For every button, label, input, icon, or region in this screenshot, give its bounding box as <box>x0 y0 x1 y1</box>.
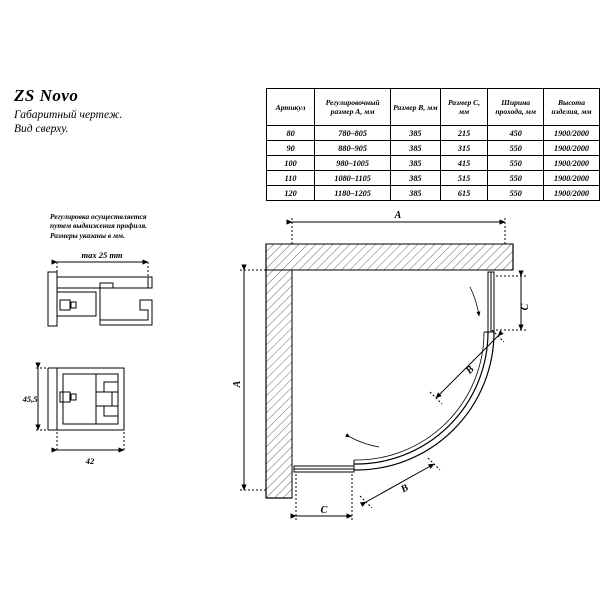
subtitle-line-1: Габаритный чертеж. <box>14 109 123 121</box>
cell-adjust: 780–805 <box>315 126 391 141</box>
dimension-42-label: 42 <box>85 456 95 466</box>
cell-c: 515 <box>440 171 488 186</box>
cell-c: 315 <box>440 141 488 156</box>
profile-note-line-1: Регулировка осуществляется <box>50 212 147 221</box>
col-header-size-c: Размер C, мм <box>440 89 488 126</box>
cell-c: 415 <box>440 156 488 171</box>
col-header-adjust-a: Регулировочный размер A, мм <box>315 89 391 126</box>
cell-adjust: 1180–1205 <box>315 186 391 201</box>
cell-height: 1900/2000 <box>544 156 600 171</box>
label-c-right: C <box>520 303 531 311</box>
cell-c: 215 <box>440 126 488 141</box>
label-a-top: A <box>394 210 402 221</box>
label-a-left: A <box>232 380 243 388</box>
cell-b: 385 <box>391 126 441 141</box>
cell-article: 90 <box>267 141 315 156</box>
profile-note-line-2: путем выдвижения профиля. <box>50 221 147 231</box>
cell-height: 1900/2000 <box>544 171 600 186</box>
cell-height: 1900/2000 <box>544 126 600 141</box>
cell-b: 385 <box>391 186 441 201</box>
cell-height: 1900/2000 <box>544 186 600 201</box>
cell-passage: 550 <box>488 186 544 201</box>
label-b-right: B <box>463 363 477 377</box>
col-header-size-b: Размер B, мм <box>391 89 441 126</box>
dimension-max25-label: max 25 mm <box>81 250 123 260</box>
label-b-bottom: B <box>399 482 411 496</box>
page-title: ZS Novo <box>14 86 79 105</box>
col-header-height: Высота изделия, мм <box>544 89 600 126</box>
cell-adjust: 980–1005 <box>315 156 391 171</box>
cell-article: 100 <box>267 156 315 171</box>
label-c-bottom: C <box>320 505 328 516</box>
subtitle-line-2: Вид сверху. <box>14 122 69 135</box>
col-header-article: Артикул <box>267 89 315 126</box>
cell-article: 120 <box>267 186 315 201</box>
cell-passage: 550 <box>488 171 544 186</box>
cell-b: 385 <box>391 171 441 186</box>
cell-b: 385 <box>391 156 441 171</box>
cell-passage: 550 <box>488 156 544 171</box>
cell-adjust: 1080–1105 <box>315 171 391 186</box>
col-header-passage: Ширина прохода, мм <box>488 89 544 126</box>
profile-note-line-3: Размеры указаны в мм. <box>50 230 125 240</box>
cell-c: 615 <box>440 186 488 201</box>
cell-article: 80 <box>267 126 315 141</box>
cell-article: 110 <box>267 171 315 186</box>
cell-passage: 550 <box>488 141 544 156</box>
cell-b: 385 <box>391 141 441 156</box>
cell-passage: 450 <box>488 126 544 141</box>
dimension-455-label: 45,5 <box>22 394 38 404</box>
cell-height: 1900/2000 <box>544 141 600 156</box>
cell-adjust: 880–905 <box>315 141 391 156</box>
